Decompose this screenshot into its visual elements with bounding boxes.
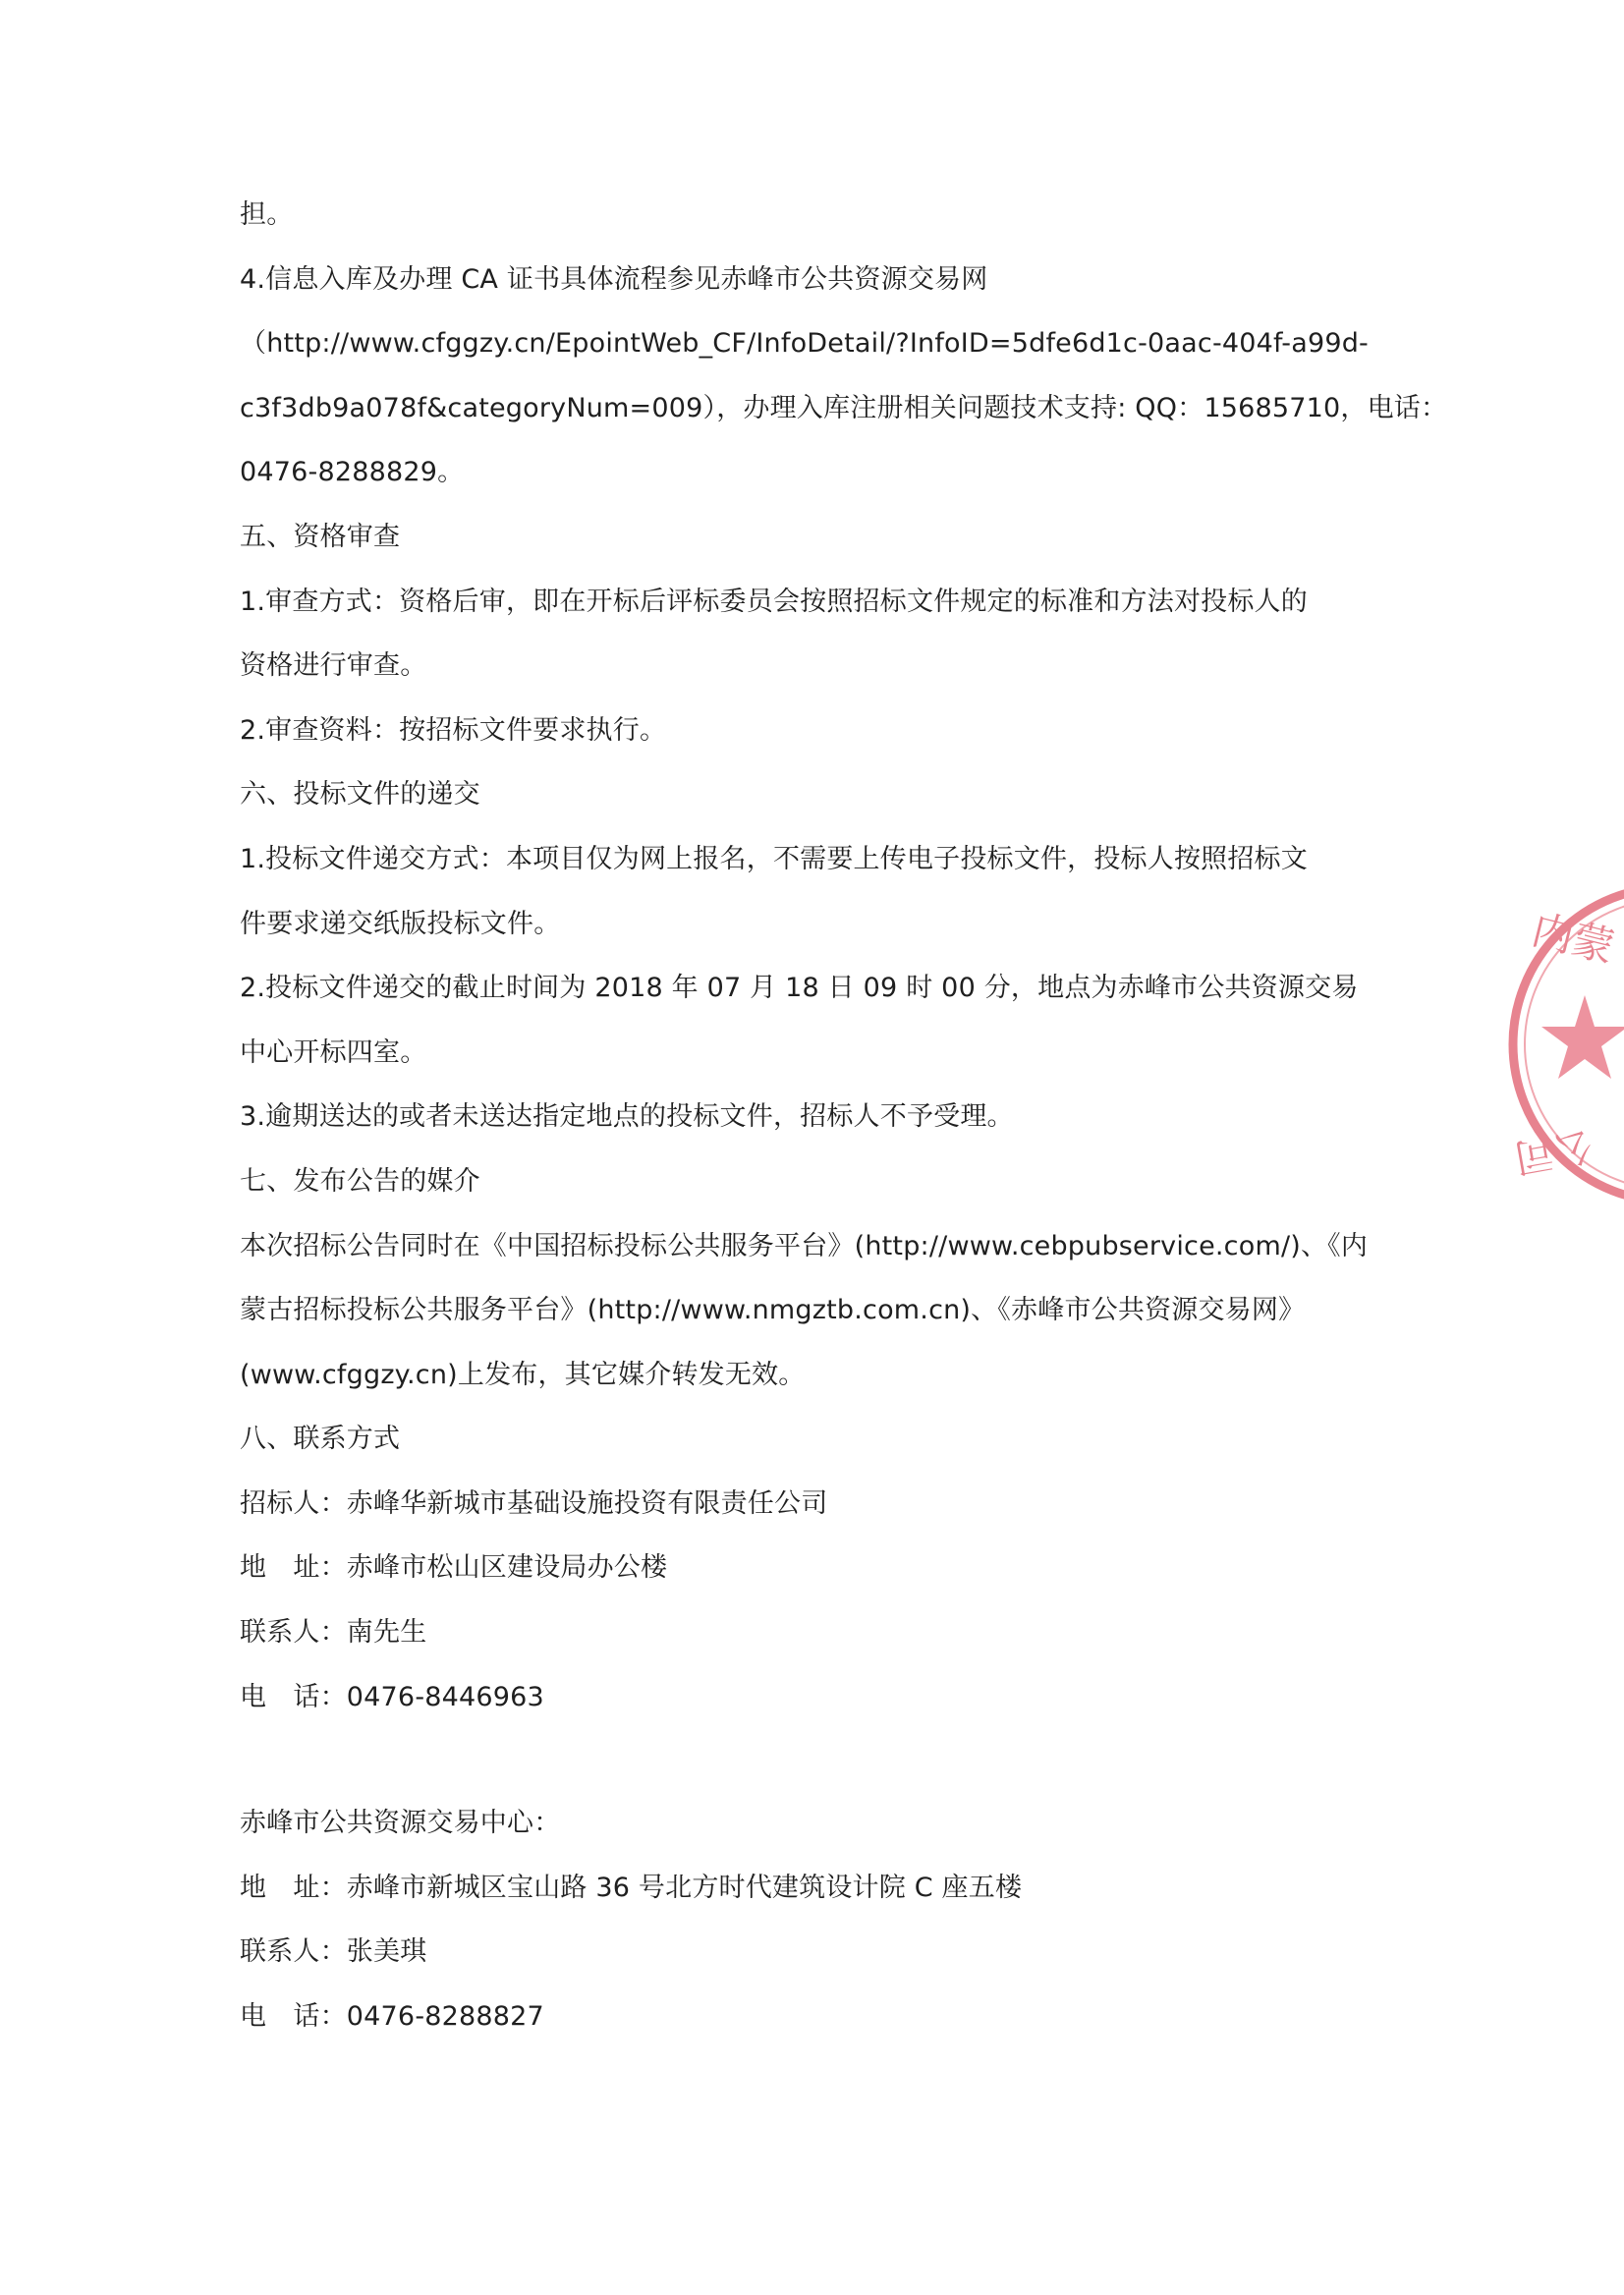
section-heading: 五、资格审查 (240, 521, 401, 552)
seal-text-bottom: 公司 (1510, 1122, 1596, 1181)
center-phone: 电 话：0476-8288827 (240, 2001, 544, 2033)
text-line: 2.审查资料：按招标文件要求执行。 (240, 714, 667, 746)
text-line: 中心开标四室。 (240, 1036, 427, 1068)
text-line: 资格进行审查。 (240, 650, 427, 682)
document-body (240, 183, 1448, 2049)
text-line: 4.信息入库及办理 CA 证书具体流程参见赤峰市公共资源交易网 (240, 263, 988, 295)
contact-person: 联系人：南先生 (240, 1617, 427, 1649)
text-line: 2.投标文件递交的截止时间为 2018 年 07 月 18 日 09 时 00 分，地点为赤峰市公共资源交易 (240, 973, 1359, 1004)
text-line: 3.逾期送达的或者未送达指定地点的投标文件，招标人不予受理。 (240, 1101, 1014, 1133)
center-contact-person: 联系人：张美琪 (240, 1936, 427, 1968)
center-address: 地 址：赤峰市新城区宝山路 36 号北方时代建筑设计院 C 座五楼 (240, 1872, 1023, 1903)
contact-tenderer: 招标人：赤峰华新城市基础设施投资有限责任公司 (240, 1487, 828, 1519)
contact-address: 地 址：赤峰市松山区建设局办公楼 (240, 1552, 668, 1584)
text-line: （http://www.cfggzy.cn/EpointWeb_CF/InfoDetail/?InfoID=5dfe6d1c-0aac-404f-a99d- (240, 328, 1369, 360)
text-line: 0476-8288829。 (240, 457, 465, 488)
text-line: (www.cfggzy.cn)上发布，其它媒介转发无效。 (240, 1359, 806, 1390)
text-line: 担。 (240, 199, 294, 230)
text-line: 1.审查方式：资格后审，即在开标后评标委员会按照招标文件规定的标准和方法对投标人的 (240, 586, 1308, 617)
text-line: 蒙古招标投标公共服务平台》(http://www.nmgztb.com.cn)、《赤峰市公共资源交易网》 (240, 1295, 1306, 1326)
section-heading: 七、发布公告的媒介 (240, 1165, 480, 1197)
blank-line (240, 1729, 1399, 1791)
center-name: 赤峰市公共资源交易中心： (240, 1808, 561, 1839)
text-line: 本次招标公告同时在《中国招标投标公共服务平台》(http://www.cebpubservice.com/)、《内 (240, 1230, 1369, 1261)
star-icon (1541, 995, 1624, 1079)
text-line: 件要求递交纸版投标文件。 (240, 908, 561, 939)
section-heading: 六、投标文件的递交 (240, 779, 480, 811)
section-heading: 八、联系方式 (240, 1424, 401, 1455)
contact-phone: 电 话：0476-8446963 (240, 1681, 544, 1712)
text-line: c3f3db9a078f&categoryNum=009），办理入库注册相关问题技术支持: QQ：15685710，电话： (240, 392, 1448, 423)
official-seal-stamp (1498, 872, 1624, 1216)
text-line: 1.投标文件递交方式：本项目仅为网上报名，不需要上传电子投标文件，投标人按照招标文 (240, 843, 1308, 874)
seal-text-top: 内蒙 (1527, 905, 1619, 973)
